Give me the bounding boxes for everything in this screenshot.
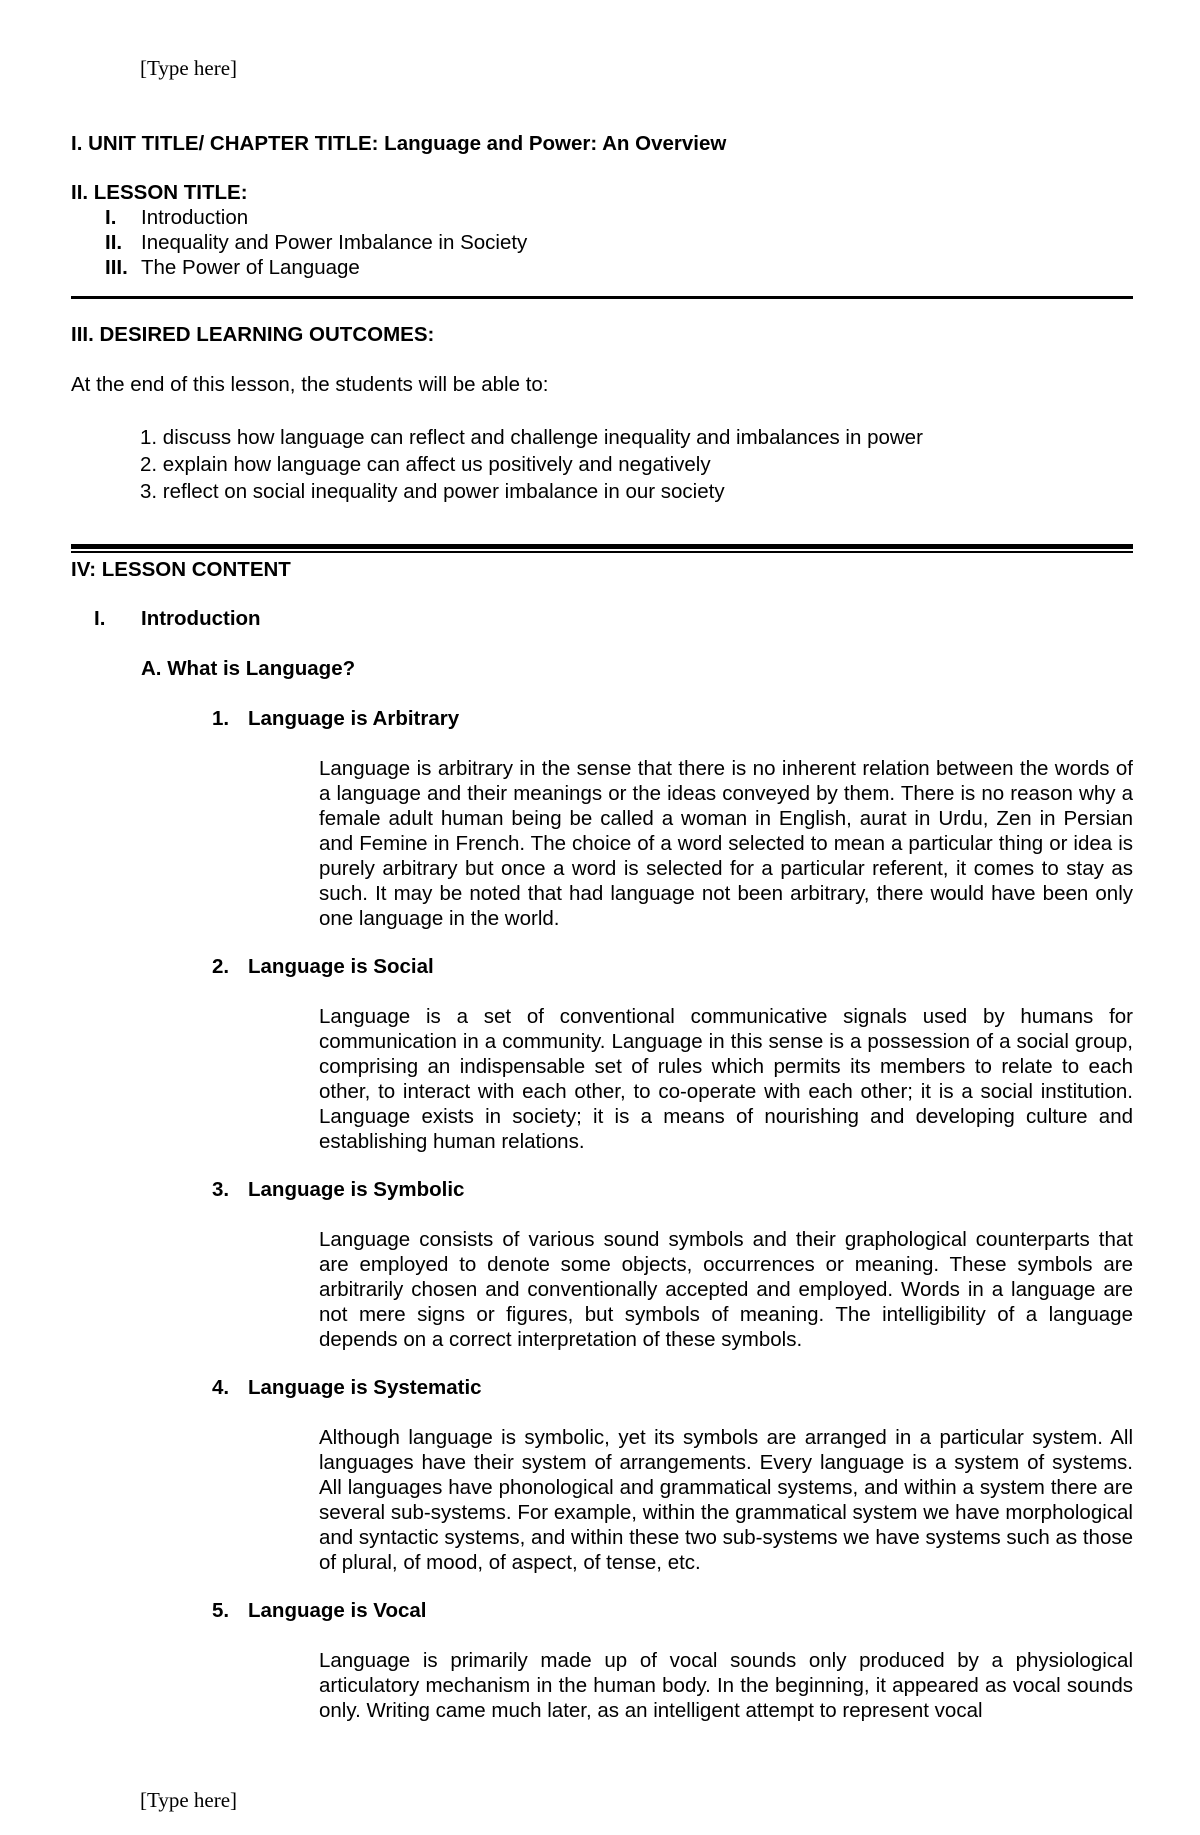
item-number: 3. bbox=[212, 1178, 230, 1201]
item-title-text: Language is Systematic bbox=[248, 1376, 482, 1399]
page-header: [Type here] bbox=[140, 56, 238, 80]
item-number: 4. bbox=[212, 1376, 230, 1399]
lesson-title-heading: II. LESSON TITLE: bbox=[71, 181, 248, 204]
outcome-item: 3. reflect on social inequality and power imbalance in our society bbox=[140, 480, 725, 503]
item-body: Language consists of various sound symbols and their graphological counterparts that are employed to denote some objects, occurrences or meaning. These symbols are arbitrarily chosen and conventionally accepted and employed. Words in a language are not mere signs or figures, but symbols of meaning. The intelligibility of a language depends on a correct interpretation of these symbols. bbox=[319, 1228, 1133, 1351]
item-title bbox=[212, 954, 1133, 979]
lesson-title-item bbox=[105, 255, 1133, 280]
section-title: Introduction bbox=[141, 607, 261, 630]
lesson-title-text: The Power of Language bbox=[141, 256, 360, 279]
item-title bbox=[212, 1598, 1133, 1623]
item-title bbox=[212, 1375, 1133, 1400]
page-footer: [Type here] bbox=[140, 1788, 238, 1812]
lesson-title-text: Introduction bbox=[141, 206, 249, 229]
lesson-title-item bbox=[105, 230, 1133, 255]
section-number: I. bbox=[94, 607, 106, 630]
item-number: 2. bbox=[212, 955, 230, 978]
lesson-content-heading: IV: LESSON CONTENT bbox=[71, 558, 291, 581]
item-number: 1. bbox=[212, 707, 230, 730]
item-body: Language is arbitrary in the sense that there is no inherent relation between the words of a language and their meanings or the ideas conveyed by them. There is no reason why a female adult human being be called a woman in English, aurat in Urdu, Zen in Persian and Femine in French. The choice of a word selected to mean a particular thing or idea is purely arbitrary but once a word is selected for a particular referent, it comes to stay as such. It may be noted that had language not been arbitrary, there would have been only one language in the world. bbox=[319, 757, 1133, 930]
lesson-title-text: Inequality and Power Imbalance in Society bbox=[141, 231, 528, 254]
item-title-text: Language is Vocal bbox=[248, 1599, 427, 1622]
item-title-text: Language is Social bbox=[248, 955, 434, 978]
item-title bbox=[212, 1177, 1133, 1202]
item-title-text: Language is Arbitrary bbox=[248, 707, 460, 730]
lesson-title-item bbox=[105, 205, 1133, 230]
item-number: 5. bbox=[212, 1599, 230, 1622]
item-title-text: Language is Symbolic bbox=[248, 1178, 465, 1201]
outcomes-intro: At the end of this lesson, the students will be able to: bbox=[71, 373, 549, 396]
item-body: Although language is symbolic, yet its symbols are arranged in a particular system. All languages have their system of arrangements. Every language is a system of systems. All languages have phonological and grammatical systems, and within a system there are several sub-systems. For example, within the grammatical system we have morphological and syntactic systems, and within these two sub-systems we have systems such as those of plural, of mood, of aspect, of tense, etc. bbox=[319, 1426, 1133, 1574]
item-body: Language is a set of conventional communicative signals used by humans for communication in a community. Language in this sense is a possession of a social group, comprising an indispensable set of rules which permits its members to relate to each other, to interact with each other, to co-operate with each other; it is a social institution. Language exists in society; it is a means of nourishing and developing culture and establishing human relations. bbox=[319, 1005, 1133, 1153]
subheading: A. What is Language? bbox=[141, 657, 356, 680]
lesson-title-number: I. bbox=[105, 206, 117, 229]
unit-title: I. UNIT TITLE/ CHAPTER TITLE: Language and Power: An Overview bbox=[71, 132, 727, 155]
item-body: Language is primarily made up of vocal sounds only produced by a physiological articulatory mechanism in the human body. In the beginning, it appeared as vocal sounds only. Writing came much later, as an intelligent attempt to represent vocal bbox=[319, 1649, 1133, 1722]
divider-line bbox=[71, 296, 1133, 299]
lesson-title-list bbox=[105, 205, 1133, 280]
item-title bbox=[212, 706, 1133, 731]
lesson-title-number: II. bbox=[105, 231, 123, 254]
outcomes-list bbox=[140, 425, 1133, 506]
double-divider-line bbox=[71, 544, 1133, 553]
lesson-title-number: III. bbox=[105, 256, 128, 279]
document-body bbox=[71, 131, 1133, 1723]
outcome-item: 1. discuss how language can reflect and challenge inequality and imbalances in power bbox=[140, 426, 923, 449]
section-heading bbox=[94, 606, 1133, 631]
outcomes-heading: III. DESIRED LEARNING OUTCOMES: bbox=[71, 323, 435, 346]
outcome-item: 2. explain how language can affect us positively and negatively bbox=[140, 453, 711, 476]
